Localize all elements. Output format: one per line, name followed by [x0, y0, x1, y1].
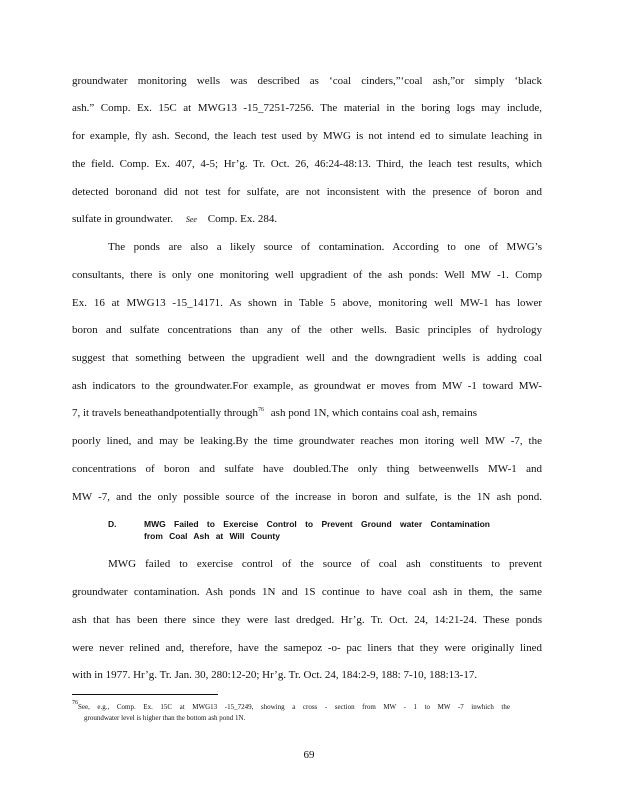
see-signal: See	[185, 215, 197, 224]
body-line: the field. Comp. Ex. 407, 4-5; Hr’g. Tr. Oct. 26, 46:24-48:13. Third, the leach test results, which	[72, 158, 542, 170]
footnote-line: groundwater level is higher than the bottom ash pond 1N.	[84, 714, 246, 722]
body-line: MWG failed to exercise control of the source of coal ash constituents to prevent	[108, 558, 542, 570]
body-line: for example, fly ash. Second, the leach test used by MWG is not intend ed to simulate leaching in	[72, 130, 542, 142]
body-line: detected boronand did not test for sulfate, are not inconsistent with the presence of boron and	[72, 186, 542, 198]
body-line: ash that has been there since they were last dredged. Hr’g. Tr. Oct. 24, 14:21-24. These ponds	[72, 614, 542, 626]
footnote-ref[interactable]: 76	[258, 407, 265, 413]
body-line: MW -7, and the only possible source of the increase in boron and sulfate, is the 1N ash pond.	[72, 491, 542, 503]
citation: Comp. Ex. 284.	[207, 213, 278, 225]
body-line: groundwater contamination. Ash ponds 1N and 1S continue to have coal ash in them, the same	[72, 586, 542, 598]
footnote-number: 76	[72, 700, 78, 706]
body-line: ash.” Comp. Ex. 15C at MWG13 -15_7251-7256. The material in the boring logs may include,	[72, 102, 542, 114]
body-text: ash pond 1N, which contains coal ash, remains	[270, 407, 477, 419]
body-line: boron and sulfate concentrations than any of the other wells. Basic principles of hydrology	[72, 324, 542, 336]
body-line: with in 1977. Hr’g. Tr. Jan. 30, 280:12-20; Hr’g. Tr. Oct. 24, 184:2-9, 188: 7-10, 188:13-17.	[72, 669, 478, 681]
footnote-text: See, e.g., Comp. Ex. 15C at MWG13 -15_7249, showing a cross - section from MW - 1 to MW -7 inwhich the	[78, 703, 510, 711]
page-number: 69	[303, 749, 315, 761]
body-line: The ponds are also a likely source of contamination. According to one of MWG’s	[108, 241, 542, 253]
body-line: were never relined and, therefore, have the samepoz -o- pac liners that they were originally lined	[72, 642, 542, 654]
body-text: sulfate in groundwater.	[72, 213, 174, 225]
section-heading-line2: from Coal Ash at Will County	[144, 531, 280, 541]
body-text: 7, it travels beneathandpotentially through	[72, 407, 259, 419]
body-line: poorly lined, and may be leaking.By the time groundwater reaches mon itoring well MW -7, the	[72, 435, 542, 447]
body-line: ash indicators to the groundwater.For example, as groundwat er moves from MW -1 toward MW-	[72, 380, 542, 392]
section-letter: D.	[108, 519, 117, 529]
body-line	[72, 406, 542, 420]
section-heading-line1: MWG Failed to Exercise Control to Prevent Ground water Contamination	[144, 519, 490, 529]
body-line: suggest that something between the upgradient well and the downgradient wells is adding coal	[72, 352, 542, 364]
body-line: consultants, there is only one monitoring well upgradient of the ash ponds: Well MW -1. Comp	[72, 269, 542, 281]
footnote-divider	[72, 694, 218, 695]
body-line: concentrations of boron and sulfate have doubled.The only thing betweenwells MW-1 and	[72, 463, 542, 475]
body-line	[72, 212, 542, 227]
body-line: Ex. 16 at MWG13 -15_14171. As shown in Table 5 above, monitoring well MW-1 has lower	[72, 297, 542, 309]
footnote-line	[72, 702, 510, 713]
body-line: groundwater monitoring wells was described as ‘coal cinders,”‘coal ash,”or simply ‘black	[72, 75, 542, 87]
